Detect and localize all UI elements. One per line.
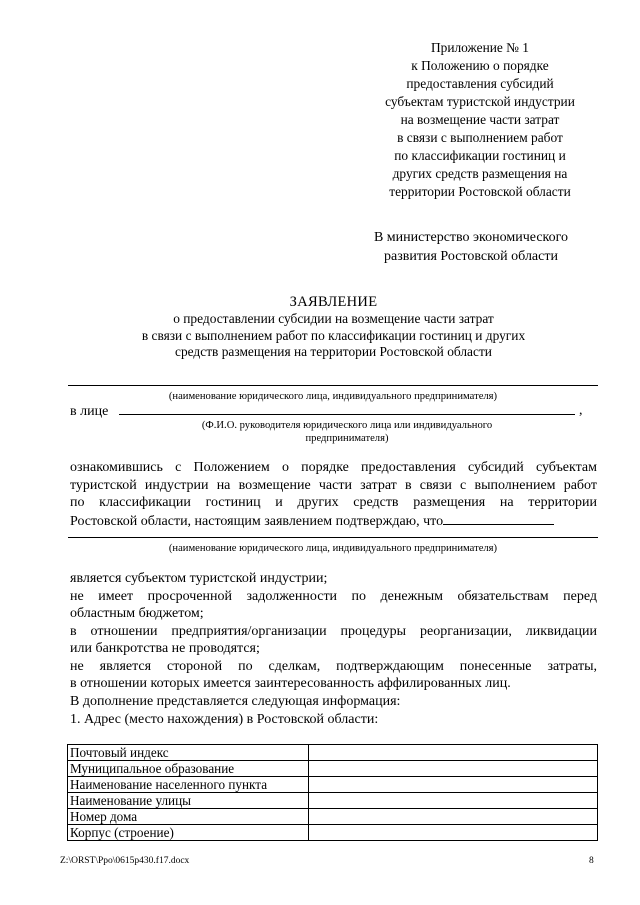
statement-4-line1: не является стороной по сделкам, подтверждающим понесенные затраты, — [70, 658, 597, 674]
subtitle-line: о предоставлении субсидии на возмещение части затрат — [173, 311, 494, 326]
appendix-line: к Положению о порядке — [411, 58, 549, 73]
title-subtitle — [70, 311, 597, 361]
caption-line: (Ф.И.О. руководителя юридического лица или индивидуального — [201, 420, 493, 431]
row-label: Номер дома — [68, 809, 309, 825]
row-value-cell[interactable] — [309, 761, 598, 777]
statement-2-line2: областным бюджетом; — [70, 606, 204, 621]
appendix-line: субъектам туристской индустрии — [385, 94, 575, 109]
table-row — [68, 761, 598, 777]
row-label: Почтовый индекс — [68, 745, 309, 761]
title-heading: ЗАЯВЛЕНИЕ — [289, 294, 378, 310]
page-number: 8 — [589, 856, 594, 866]
row-value-cell[interactable] — [309, 745, 598, 761]
row-value-cell[interactable] — [309, 777, 598, 793]
row-value-cell[interactable] — [309, 825, 598, 841]
appendix-line: других средств размещения на — [392, 166, 568, 181]
in-person-label: в лице — [70, 404, 109, 419]
statement-3-line2: или банкротства не проводятся; — [70, 641, 260, 656]
statement-3-line1: в отношении предприятия/организации процедуры реорганизации, ликвидации — [70, 623, 597, 639]
statement-2-line1: не имеет просроченной задолженности по денежным обязательствам перед — [70, 588, 597, 604]
comma: , — [579, 403, 583, 418]
address-table — [67, 744, 598, 841]
address-item-title: 1. Адрес (место нахождения) в Ростовской области: — [70, 711, 379, 727]
table-row — [68, 793, 598, 809]
intro-line: туристской индустрии на возмещение части затрат в связи с выполнением работ — [70, 477, 597, 493]
entity-name-field-2[interactable] — [68, 537, 598, 538]
footer-file-path: Z:\ORST\Ppo\0615p430.f17.docx — [60, 856, 190, 866]
intro-paragraph — [70, 459, 597, 530]
row-label: Наименование населенного пункта — [68, 777, 309, 793]
intro-last-text: Ростовской области, настоящим заявлением подтверждаю, что — [70, 513, 444, 529]
intro-line: по классификации гостиниц и других средств размещения на территории — [70, 495, 597, 510]
table-row — [68, 825, 598, 841]
table-row — [68, 809, 598, 825]
intro-last-line — [70, 512, 597, 531]
document-title — [70, 293, 597, 361]
addressee-line: развития Ростовской области — [384, 248, 558, 264]
appendix-line: территории Ростовской области — [389, 184, 571, 199]
subtitle-line: в связи с выполнением работ по классификации гостиниц и других — [141, 327, 526, 343]
caption-line: предпринимателя) — [305, 433, 389, 444]
intro-line: ознакомившись с Положением о порядке предоставления субсидий субъектам — [70, 460, 597, 475]
addressee — [358, 229, 584, 266]
additional-info — [70, 693, 597, 728]
entity-name-field[interactable] — [68, 385, 598, 386]
table-row — [68, 745, 598, 761]
appendix-line: по классификации гостиниц и — [394, 148, 566, 163]
table-row — [68, 777, 598, 793]
appendix-header — [372, 39, 588, 201]
appendix-line: на возмещение части затрат — [400, 112, 560, 127]
appendix-line: в связи с выполнением работ — [397, 130, 563, 145]
head-name-field[interactable] — [119, 414, 575, 415]
appendix-line: Приложение № 1 — [430, 40, 530, 55]
statement-1: является субъектом туристской индустрии; — [70, 571, 328, 586]
statement-4-line2: в отношении которых имеется заинтересованность аффилированных лиц. — [70, 676, 511, 691]
addressee-line: В министерство экономического — [373, 230, 569, 245]
row-label: Муниципальное образование — [68, 761, 309, 777]
row-value-cell[interactable] — [309, 809, 598, 825]
statements — [70, 570, 597, 693]
subtitle-line: средств размещения на территории Ростовской области — [175, 344, 492, 359]
additional-intro: В дополнение представляется следующая информация: — [70, 694, 401, 709]
confirmation-field[interactable] — [443, 512, 554, 525]
row-label: Наименование улицы — [68, 793, 309, 809]
row-label: Корпус (строение) — [68, 825, 309, 841]
entity-name-caption-2: (наименование юридического лица, индивидуального предпринимателя) — [168, 543, 498, 554]
head-name-caption — [119, 419, 575, 445]
row-value-cell[interactable] — [309, 793, 598, 809]
entity-name-caption: (наименование юридического лица, индивидуального предпринимателя) — [168, 391, 498, 402]
appendix-line: предоставления субсидий — [406, 76, 554, 91]
